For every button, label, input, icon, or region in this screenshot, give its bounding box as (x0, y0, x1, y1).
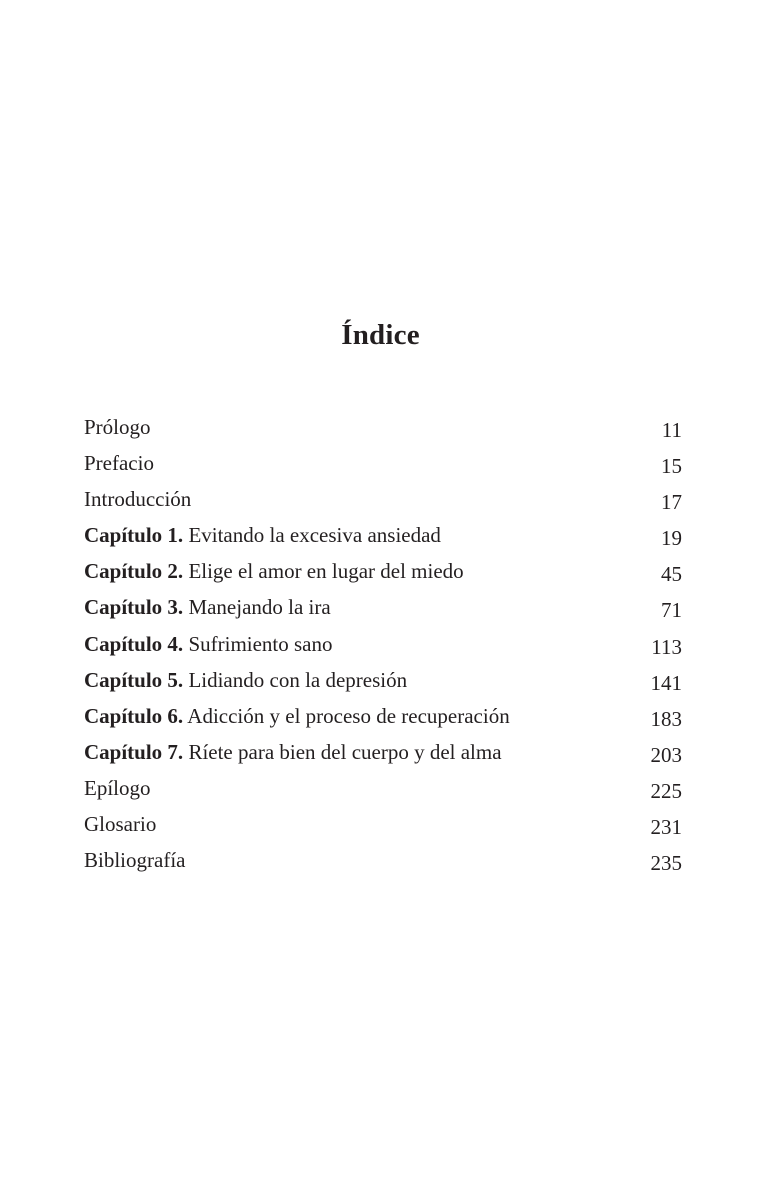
entry-text: Epílogo (84, 775, 151, 800)
entry-text: Glosario (84, 812, 157, 837)
toc-entry-capitulo-6 (84, 701, 682, 737)
page-number: 19 (661, 526, 682, 551)
entry-text: Manejando la ira (188, 595, 331, 620)
toc-entry-title (84, 629, 333, 659)
page-title: Índice (341, 319, 420, 352)
toc-entry-title (84, 448, 154, 478)
page-number: 45 (661, 562, 682, 587)
entry-text: Lidiando con la depresión (188, 667, 408, 692)
entry-text: Introducción (84, 487, 192, 512)
toc-entry-title (84, 701, 510, 731)
page-number: 231 (650, 815, 682, 840)
toc-entry-capitulo-1 (84, 520, 682, 556)
toc-entry-prologo (84, 412, 682, 448)
entry-text: Evitando la excesiva ansiedad (188, 523, 441, 548)
toc-entry-title (84, 845, 185, 875)
toc-entry-bibliografia (84, 845, 682, 881)
page-number: 183 (650, 706, 682, 731)
toc-entry-title (84, 809, 156, 839)
toc-entry-capitulo-2 (84, 556, 682, 592)
toc-entry-title (84, 484, 191, 514)
entry-text: Prefacio (84, 451, 154, 476)
toc-entry-introduccion (84, 484, 682, 520)
entry-text: Adicción y el proceso de recuperación (187, 703, 510, 728)
toc-entry-capitulo-4 (84, 629, 682, 665)
entry-text: Ríete para bien del cuerpo y del alma (188, 739, 502, 764)
toc-entry-title (84, 773, 151, 803)
page-number: 71 (661, 598, 682, 623)
page-number: 141 (650, 670, 682, 695)
toc-entry-title (84, 412, 151, 442)
page-number: 17 (661, 490, 682, 515)
entry-text: Bibliografía (84, 848, 186, 873)
page-number: 203 (650, 742, 682, 767)
page-number: 225 (650, 778, 682, 803)
chapter-label: Capítulo 6. (84, 703, 184, 728)
chapter-label: Capítulo 2. (84, 559, 184, 584)
page-number: 11 (661, 418, 682, 442)
toc-entry-capitulo-3 (84, 592, 682, 628)
toc-entry-title (84, 737, 502, 767)
page-number: 235 (650, 851, 682, 876)
chapter-label: Capítulo 3. (84, 595, 184, 620)
toc-entry-capitulo-7 (84, 737, 682, 773)
toc-entry-epilogo (84, 773, 682, 809)
chapter-label: Capítulo 4. (84, 631, 184, 656)
toc-entry-title (84, 556, 464, 586)
toc-entry-prefacio (84, 448, 682, 484)
entry-text: Elige el amor en lugar del miedo (188, 559, 464, 584)
chapter-label: Capítulo 7. (84, 739, 184, 764)
page-number: 15 (661, 454, 682, 479)
toc-entry-title (84, 665, 407, 695)
toc-entry-capitulo-5 (84, 665, 682, 701)
table-of-contents (84, 412, 682, 881)
toc-entry-title (84, 520, 441, 550)
chapter-label: Capítulo 1. (84, 523, 184, 548)
entry-text: Sufrimiento sano (188, 631, 333, 656)
entry-text: Prólogo (84, 415, 151, 439)
chapter-label: Capítulo 5. (84, 667, 184, 692)
toc-entry-glosario (84, 809, 682, 845)
page-number: 113 (651, 634, 682, 659)
toc-entry-title (84, 592, 331, 622)
